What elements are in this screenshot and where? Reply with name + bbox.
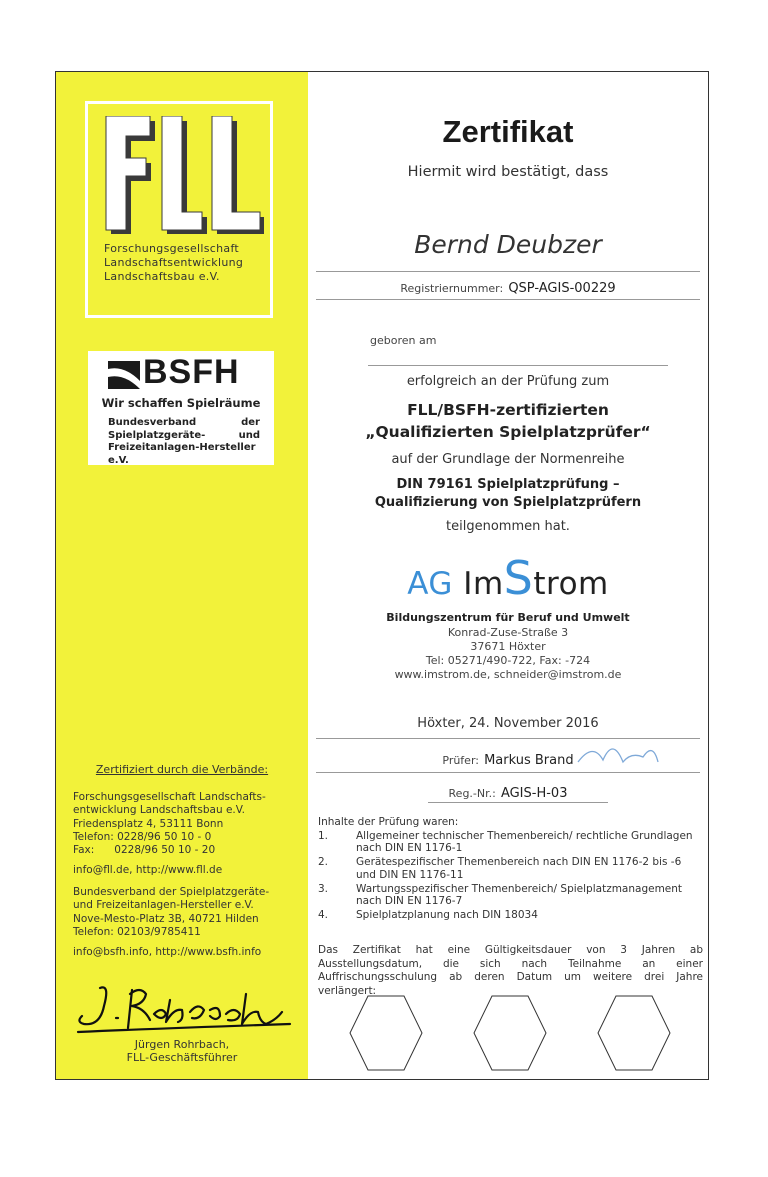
imstrom-logo <box>308 551 708 605</box>
examiner-signature <box>573 732 663 777</box>
certificate-title: Zertifikat <box>442 114 574 149</box>
cert-line-3: „Qualifizierten Spielplatzprüfer“ <box>365 423 651 441</box>
reg-label: Registriernummer: <box>400 282 504 295</box>
place-date: Höxter, 24. November 2016 <box>417 716 599 731</box>
cert-line-4: auf der Grundlage der Normenreihe <box>391 452 625 467</box>
name-rule <box>316 271 700 272</box>
reg-rule <box>316 299 700 300</box>
cert-line-5: DIN 79161 Spielplatzprüfung – <box>396 477 620 492</box>
bsfh-tagline: Wir schaffen Spielräume <box>101 396 261 410</box>
renewal-hexagon-2 <box>474 996 546 1070</box>
regnr-label: Reg.-Nr.: <box>448 787 496 800</box>
signer-role: FLL-Geschäftsführer <box>126 1051 238 1064</box>
logo-s: S <box>503 551 534 605</box>
cert-line-7: teilgenommen hat. <box>446 519 570 534</box>
bsfh-swoosh-icon <box>108 361 140 389</box>
cert-line-6: Qualifizierung von Spielplatzprüfern <box>374 495 642 510</box>
renewal-stamps <box>346 992 676 1074</box>
signer <box>76 1038 288 1064</box>
provider-city: 37671 Höxter <box>470 640 546 653</box>
cert-line-2: FLL/BSFH-zertifizierten <box>407 401 609 419</box>
signature-rohrbach <box>70 980 298 1042</box>
fll-logo-mark <box>104 116 264 234</box>
provider-street: Konrad-Zuse-Straße 3 <box>447 626 569 639</box>
regnr-rule <box>428 802 608 803</box>
bsfh-description: Bundesverband der Spielplatzgeräte- und Freizeitanlagen-Hersteller e.V. <box>108 417 260 466</box>
fll-contact: Forschungsgesellschaft Landschafts- entwicklung Landschaftsbau e.V. Friedensplatz 4, 53111 Bonn Telefon: 0228/96 50 10 - 0 Fax: 0228/96 50 10 - 20 <box>73 791 266 857</box>
provider-address <box>308 626 708 682</box>
provider-web: www.imstrom.de, schneider@imstrom.de <box>394 668 622 681</box>
provider-phone: Tel: 05271/490-722, Fax: -724 <box>425 654 591 667</box>
list-item: 3. Wartungsspezifischer Themenbereich/ Spielplatzmanagement nach DIN EN 1176-7 <box>318 882 683 908</box>
examiner-name: Markus Brand <box>484 753 574 768</box>
list-item: 2. Gerätespezifischer Themenbereich nach DIN EN 1176-2 bis -6 und DIN EN 1176-11 <box>318 856 682 881</box>
bsfh-contact: Bundesverband der Spielplatzgeräte- und Freizeitanlagen-Hersteller e.V. Nove-Mesto-Platz 3B, 40721 Hilden Telefon: 02103/9785411 <box>73 886 270 938</box>
contents-heading: Inhalte der Prüfung waren: <box>318 816 459 828</box>
fll-web: info@fll.de, http://www.fll.de <box>73 864 223 876</box>
signer-name: Jürgen Rohrbach, <box>134 1038 230 1051</box>
renewal-hexagon-3 <box>598 996 670 1070</box>
logo-trom: trom <box>533 566 609 602</box>
provider-subtitle: Bildungszentrum für Beruf und Umwelt <box>386 611 630 624</box>
contents-list <box>318 830 698 923</box>
bsfh-logo <box>88 351 274 465</box>
fll-org-name: Forschungsgesellschaft Landschaftsentwicklung Landschaftsbau e.V. <box>104 242 244 283</box>
person-name: Bernd Deubzer <box>414 230 602 259</box>
list-item: 4. Spielplatzplanung nach DIN 18034 <box>318 909 538 922</box>
certificate-subtitle: Hiermit wird bestätigt, dass <box>407 164 609 180</box>
renewal-hexagon-1 <box>350 996 422 1070</box>
cert-line-1: erfolgreich an der Prüfung zum <box>406 374 610 389</box>
born-label: geboren am <box>370 334 437 347</box>
registration-number <box>308 277 708 296</box>
certificate-page <box>55 71 709 1080</box>
reg-value: QSP-AGIS-00229 <box>508 281 616 296</box>
sidebar <box>56 72 308 1079</box>
list-item: 1. Allgemeiner technischer Themenbereich/ rechtliche Grundlagen nach DIN EN 1176-1 <box>318 830 693 855</box>
validity-text: Das Zertifikat hat eine Gültigkeitsdauer von 3 Jahren ab Ausstellungsdatum, die sich nach Teilnahme an einer Auffrischungsschulung ab deren Datum um weitere drei Jahre verlängert: <box>318 944 703 997</box>
logo-im: Im <box>463 566 504 602</box>
fll-logo <box>85 101 273 318</box>
bsfh-web: info@bsfh.info, http://www.bsfh.info <box>73 946 262 958</box>
examiner-regnr <box>308 782 708 801</box>
examiner-label: Prüfer: <box>442 754 479 767</box>
regnr-value: AGIS-H-03 <box>500 786 568 801</box>
logo-ag: AG <box>407 566 453 602</box>
born-rule <box>368 365 668 366</box>
bsfh-wordmark: BSFH <box>143 353 240 391</box>
verbaende-heading: Zertifiziert durch die Verbände: <box>95 763 269 776</box>
examiner-rule <box>316 772 700 773</box>
certificate-main <box>308 72 708 1079</box>
